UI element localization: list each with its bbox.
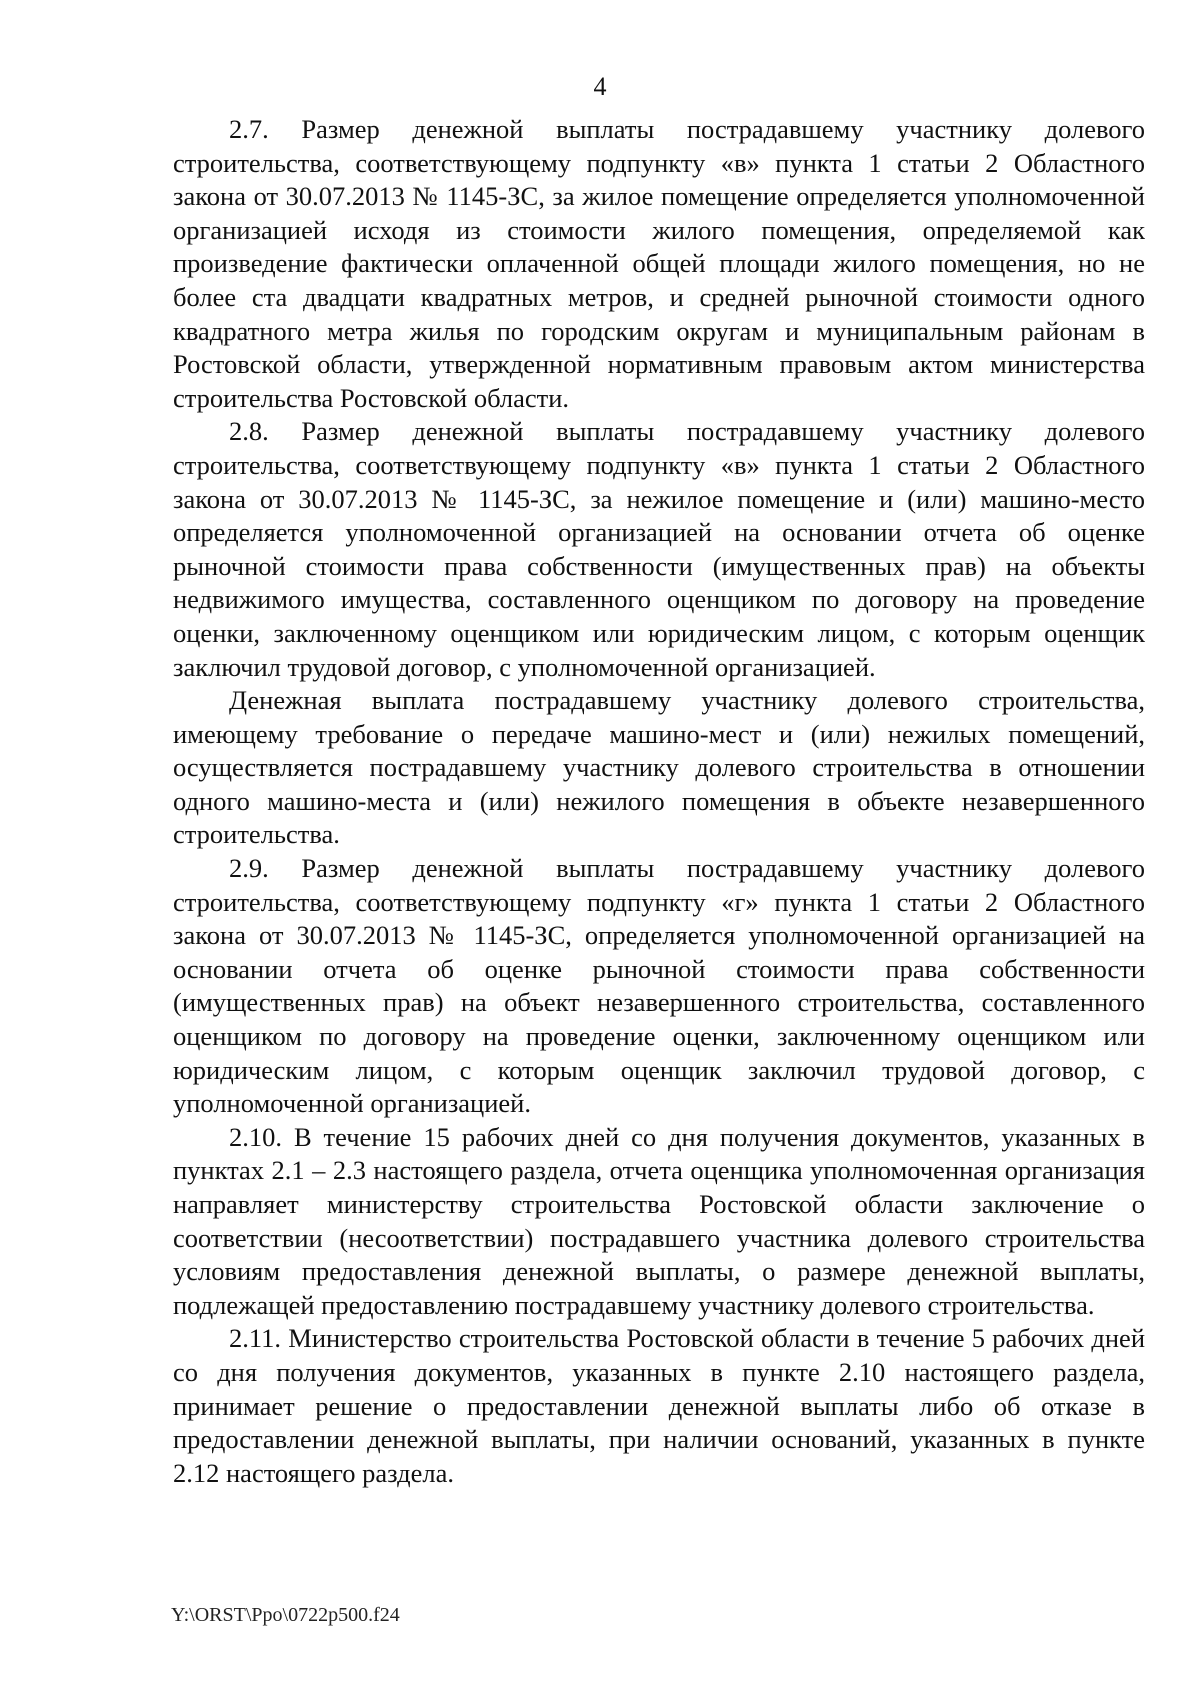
paragraph-2-9: 2.9. Размер денежной выплаты пострадавшему участнику долевого строительства, соответствующему подпункту «г» пункта 1 статьи 2 Областного закона от 30.07.2013 № 1145-ЗС, определяется уполномоченной организацией на основании отчета об оценке рыночной стоимости права собственности (имущественных прав) на объект незавершенного строительства, составленного оценщиком по договору на проведение оценки, заключенному оценщиком или юридическим лицом, с которым оценщик заключил трудовой договор, с уполномоченной организацией. [173, 853, 1145, 1119]
paragraph-2-10: 2.10. В течение 15 рабочих дней со дня получения документов, указанных в пунктах 2.1 – 2.3 настоящего раздела, отчета оценщика уполномоченная организация направляет министерству строительства Ростовской области заключение о соответствии (несоответствии) пострадавшего участника долевого строительства условиям предоставления денежной выплаты, о размере денежной выплаты, подлежащей предоставлению пострадавшему участнику долевого строительства. [173, 1121, 1145, 1320]
paragraph-2-8-continuation: Денежная выплата пострадавшему участнику долевого строительства, имеющему требование о передаче машино-мест и (или) нежилых помещений, осуществляется пострадавшему участнику долевого строительства в отношении одного машино-места и (или) нежилого помещения в объекте незавершенного строительства. [173, 685, 1145, 850]
paragraph-2-7: 2.7. Размер денежной выплаты пострадавшему участнику долевого строительства, соответствующему подпункту «в» пункта 1 статьи 2 Областного закона от 30.07.2013 № 1145-ЗС, за жилое помещение определяется уполномоченной организацией исходя из стоимости жилого помещения, определяемой как произведение фактически оплаченной общей площади жилого помещения, но не более ста двадцати квадратных метров, и средней рыночной стоимости одного квадратного метра жилья по городским округам и муниципальным районам в Ростовской области, утвержденной нормативным правовым актом министерства строительства Ростовской области. [173, 114, 1145, 413]
document-body [173, 113, 1145, 1490]
paragraph-2-11: 2.11. Министерство строительства Ростовской области в течение 5 рабочих дней со дня получения документов, указанных в пункте 2.10 настоящего раздела, принимает решение о предоставлении денежной выплаты либо об отказе в предоставлении денежной выплаты, при наличии оснований, указанных в пункте 2.12 настоящего раздела. [173, 1323, 1145, 1488]
paragraph-2-8: 2.8. Размер денежной выплаты пострадавшему участнику долевого строительства, соответствующему подпункту «в» пункта 1 статьи 2 Областного закона от 30.07.2013 № 1145-ЗС, за нежилое помещение и (или) машино-место определяется уполномоченной организацией на основании отчета об оценке рыночной стоимости права собственности (имущественных прав) на объекты недвижимого имущества, составленного оценщиком по договору на проведение оценки, заключенному оценщиком или юридическим лицом, с которым оценщик заключил трудовой договор, с уполномоченной организацией. [173, 416, 1145, 682]
page-number: 4 [593, 72, 607, 101]
footer-file-path: Y:\ORST\Ppo\0722p500.f24 [171, 1604, 400, 1626]
